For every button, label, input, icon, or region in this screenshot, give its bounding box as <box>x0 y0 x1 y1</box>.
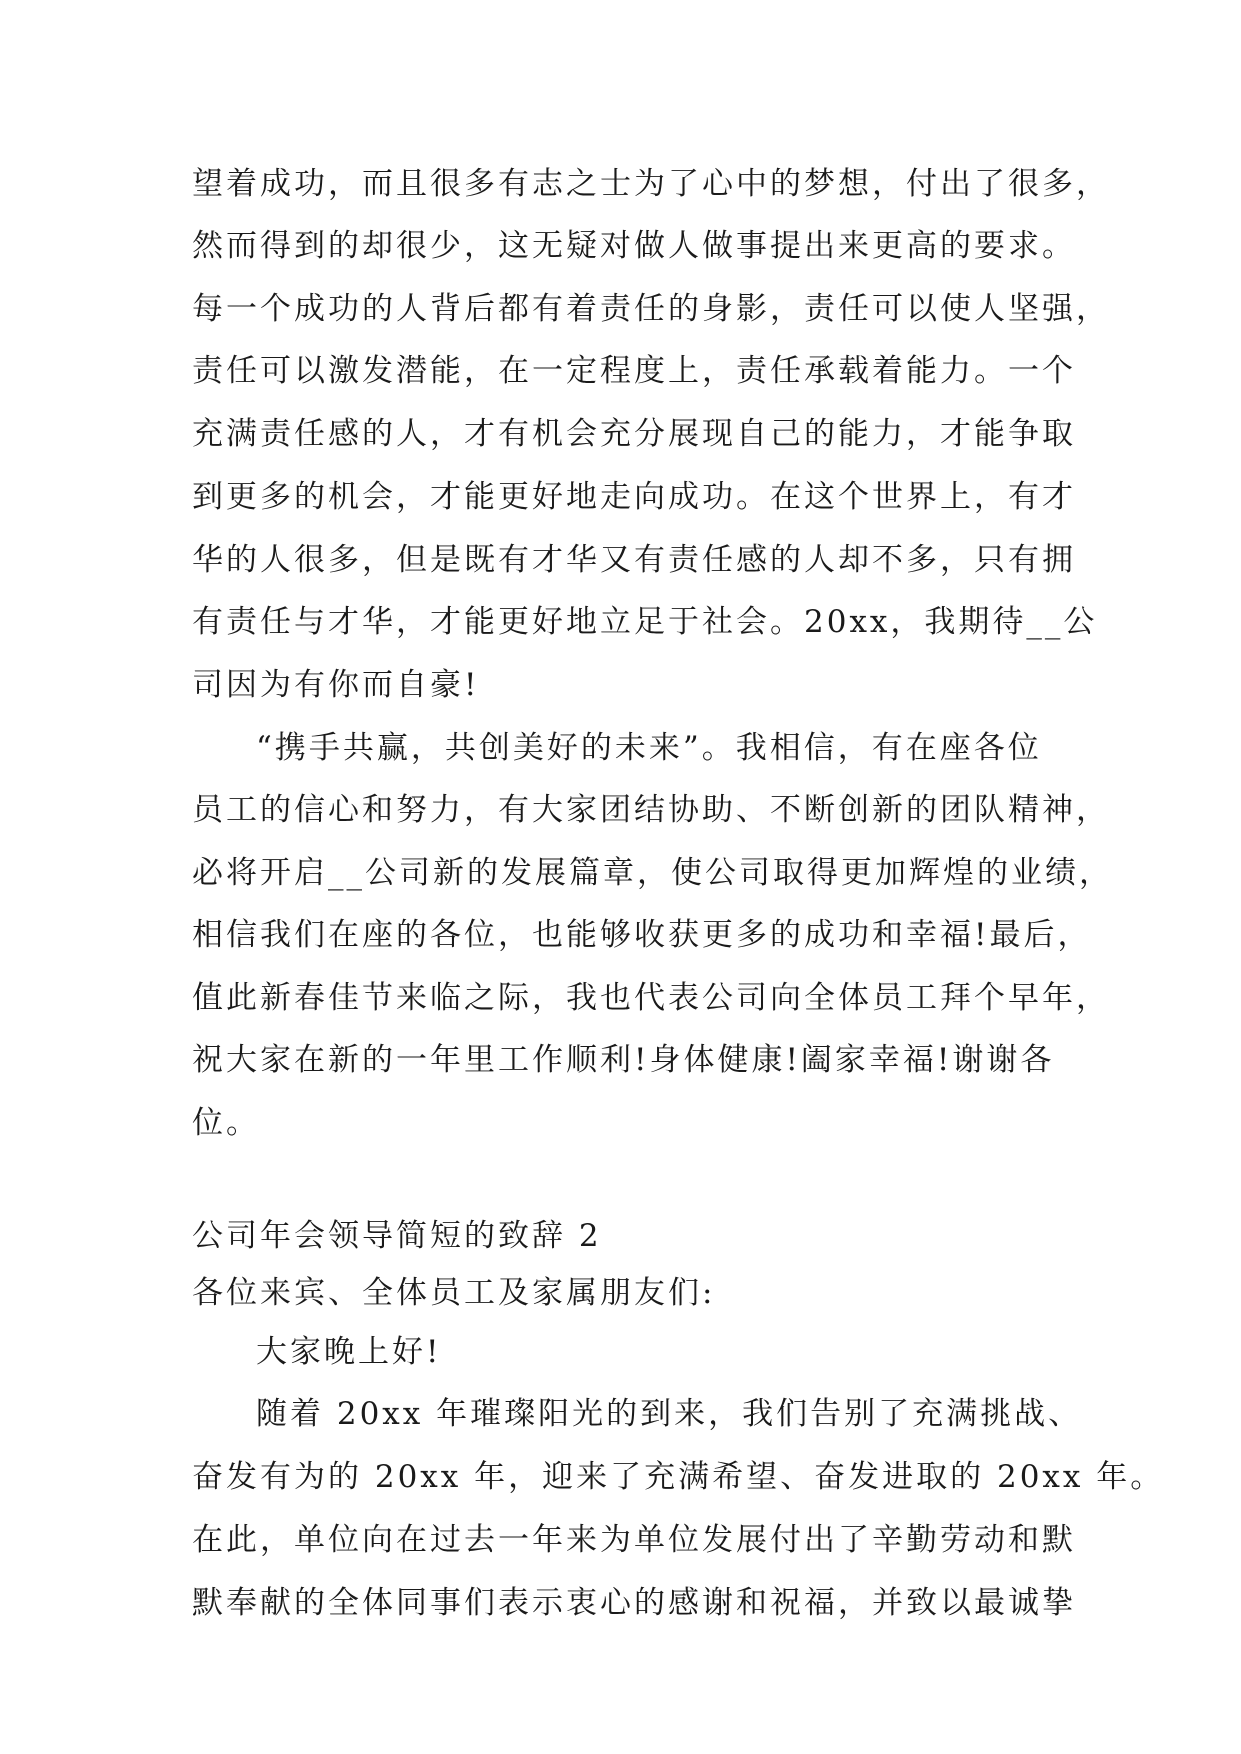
body-text-line: 望着成功，而且很多有志之士为了心中的梦想，付出了很多， <box>192 166 1110 202</box>
body-text-line: 司因为有你而自豪! <box>192 667 480 703</box>
body-text-line: 有责任与才华，才能更好地立足于社会。20xx，我期待__公 <box>192 604 1098 640</box>
greeting: 大家晚上好! <box>256 1334 442 1370</box>
body-text-line: 相信我们在座的各位，也能够收获更多的成功和幸福!最后， <box>192 917 1092 953</box>
body-text-line: 然而得到的却很少，这无疑对做人做事提出来更高的要求。 <box>192 228 1076 264</box>
body-text-line: 必将开启__公司新的发展篇章，使公司取得更加辉煌的业绩， <box>192 855 1113 891</box>
body-text-line: 奋发有为的 20xx 年，迎来了充满希望、奋发进取的 20xx 年。 <box>192 1459 1165 1495</box>
body-text-line: 默奉献的全体同事们表示衷心的感谢和祝福，并致以最诚挚 <box>192 1585 1076 1621</box>
body-text-line: 到更多的机会，才能更好地走向成功。在这个世界上，有才 <box>192 479 1076 515</box>
body-text-line: 在此，单位向在过去一年来为单位发展付出了辛勤劳动和默 <box>192 1522 1076 1558</box>
paragraph-first-line: “携手共赢，共创美好的未来”。我相信，有在座各位 <box>256 730 1042 766</box>
section-heading: 公司年会领导简短的致辞 2 <box>192 1218 602 1254</box>
body-text-line: 祝大家在新的一年里工作顺利!身体健康!阖家幸福!谢谢各 <box>192 1042 1055 1078</box>
body-text-line: 位。 <box>192 1105 260 1141</box>
body-text-line: 责任可以激发潜能，在一定程度上，责任承载着能力。一个 <box>192 353 1076 389</box>
salutation: 各位来宾、全体员工及家属朋友们: <box>192 1275 716 1311</box>
body-text-line: 每一个成功的人背后都有着责任的身影，责任可以使人坚强， <box>192 291 1110 327</box>
body-text-line: 员工的信心和努力，有大家团结协助、不断创新的团队精神， <box>192 792 1110 828</box>
paragraph-first-line: 随着 20xx 年璀璨阳光的到来，我们告别了充满挑战、 <box>256 1396 1083 1432</box>
body-text-line: 值此新春佳节来临之际，我也代表公司向全体员工拜个早年， <box>192 980 1110 1016</box>
body-text-line: 华的人很多，但是既有才华又有责任感的人却不多，只有拥 <box>192 542 1076 578</box>
body-text-line: 充满责任感的人，才有机会充分展现自己的能力，才能争取 <box>192 416 1076 452</box>
